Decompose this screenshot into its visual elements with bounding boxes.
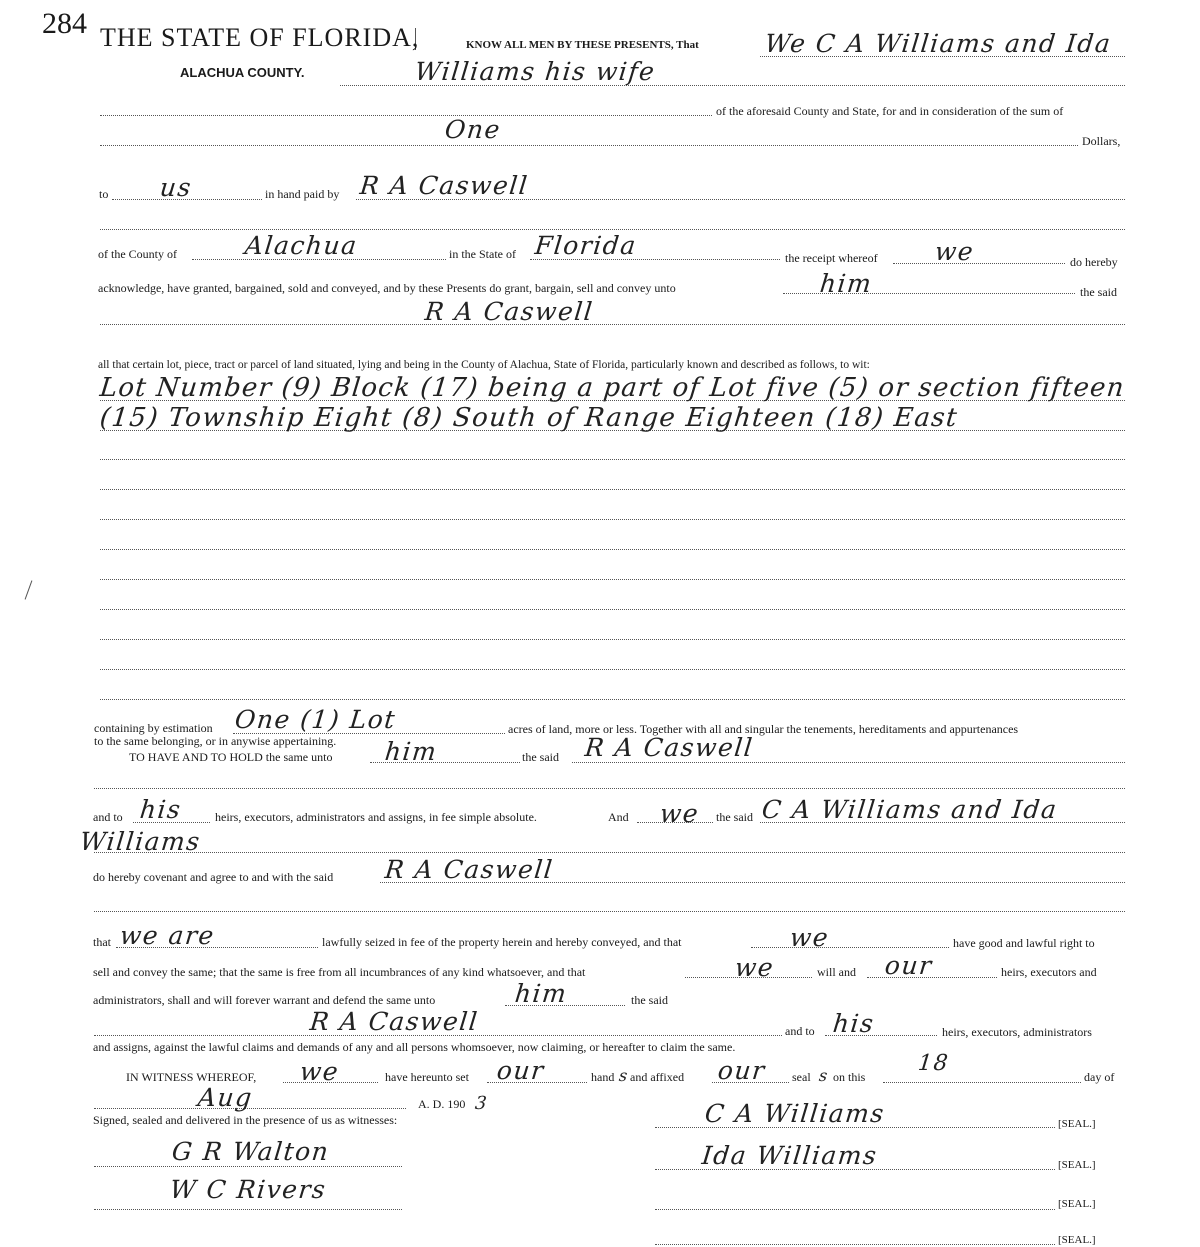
day-handwritten: 18: [916, 1051, 951, 1076]
acknowledge-text: acknowledge, have granted, bargained, sold and conveyed, and by these Presents do grant, bargain, sell and convey unto: [98, 281, 676, 295]
know-all-men: KNOW ALL MEN BY THESE PRESENTS, That: [466, 39, 699, 51]
administrators-text: administrators, shall and will forever warrant and defend the same unto: [93, 993, 436, 1007]
defend-his: his: [831, 1009, 877, 1038]
seal-text: seal: [792, 1070, 811, 1084]
page-number: 284: [42, 7, 87, 40]
day-of-text: day of: [1084, 1070, 1115, 1084]
that-text: that: [93, 935, 111, 949]
grantor-signature-2: Ida Williams: [700, 1141, 879, 1170]
seal-label-4: [SEAL.]: [1058, 1234, 1096, 1246]
acres-text: acres of land, more or less. Together with all and singular the tenements, hereditaments and appurtenances: [508, 722, 1019, 736]
dollars-text: Dollars,: [1082, 134, 1121, 148]
grantors-line-1: We C A Williams and Ida: [763, 29, 1113, 58]
state-handwritten: Florida: [533, 231, 639, 260]
grantor-signature-1: C A Williams: [703, 1099, 887, 1128]
year-digit: 3: [473, 1093, 490, 1114]
signed-text: Signed, sealed and delivered in the presence of us as witnesses:: [93, 1113, 398, 1127]
heirs-exec-and-text: heirs, executors and: [1001, 965, 1097, 979]
that-we-2: we: [788, 923, 831, 952]
will-and-text: will and: [817, 965, 856, 979]
paid-by-name: R A Caswell: [358, 171, 530, 200]
on-this-text: on this: [833, 1070, 866, 1084]
have-hereunto-text: have hereunto set: [385, 1070, 469, 1084]
covenant-with: R A Caswell: [383, 855, 555, 884]
to-whom: us: [158, 173, 194, 202]
grantors-line-2: Williams his wife: [413, 57, 658, 86]
set-whose: our: [495, 1056, 547, 1085]
estimation: One (1) Lot: [233, 705, 398, 734]
that-we-are: we are: [118, 921, 217, 950]
the-said-text-3: the said: [716, 810, 753, 824]
hold-grantee: R A Caswell: [583, 733, 755, 762]
grantee-name: R A Caswell: [423, 297, 595, 326]
page-fold-mark: [25, 580, 33, 599]
ad-text: A. D. 190: [418, 1097, 466, 1111]
sum-amount: One: [443, 115, 503, 144]
seal-label-3: [SEAL.]: [1058, 1198, 1096, 1210]
description-line-1: Lot Number (9) Block (17) being a part of Lot five (5) or section fifteen: [98, 373, 1127, 403]
state-title: THE STATE OF FLORIDA,: [100, 23, 420, 52]
aforesaid-text: of the aforesaid County and State, for and in consideration of the sum of: [716, 104, 1064, 118]
sell-convey-text: sell and convey the same; that the same is free from all incumbrances of any kind whatsoever, and that: [93, 965, 586, 979]
of-county-text: of the County of: [98, 247, 177, 261]
the-said-text-2: the said: [522, 750, 559, 764]
do-hereby-text: do hereby: [1070, 255, 1118, 269]
hold-unto: him: [383, 737, 439, 766]
and-assigns-text: and assigns, against the lawful claims and demands of any and all persons whomsoever, now claiming, or hereafter to claim the same.: [93, 1040, 736, 1054]
affixed-whose: our: [716, 1056, 768, 1085]
witness-who: we: [298, 1057, 341, 1086]
and-to-text-2: and to: [785, 1024, 815, 1038]
to-text: to: [99, 187, 109, 201]
witness-signature-2: W C Rivers: [168, 1175, 328, 1204]
the-said-text-4: the said: [631, 993, 668, 1007]
to-same-text: to the same belonging, or in anywise appertaining.: [94, 734, 337, 748]
and-to-his: his: [138, 795, 184, 824]
containing-text: containing by estimation: [94, 721, 213, 735]
seal-label-2: [SEAL.]: [1058, 1159, 1096, 1171]
said-names-1: C A Williams and Ida: [760, 795, 1060, 824]
month-handwritten: Aug: [196, 1083, 255, 1112]
receipt-text: the receipt whereof: [785, 251, 878, 265]
defend-unto: him: [513, 979, 569, 1008]
the-said-text: the said: [1080, 285, 1117, 299]
receipt-who: we: [933, 237, 976, 266]
in-state-text: in the State of: [449, 247, 516, 261]
defend-grantee: R A Caswell: [308, 1007, 480, 1036]
hand-plural: s: [618, 1066, 630, 1085]
witness-signature-1: G R Walton: [170, 1137, 331, 1166]
heirs-exec-admin-text: heirs, executors, administrators: [942, 1025, 1092, 1039]
have-good-text: have good and lawful right to: [953, 936, 1095, 950]
that-we-3: we: [733, 953, 776, 982]
our-heirs: our: [883, 951, 935, 980]
convey-unto: him: [818, 269, 874, 298]
and-text: And: [608, 810, 629, 824]
to-have-text: TO HAVE AND TO HOLD the same unto: [129, 750, 333, 764]
in-hand-paid-text: in hand paid by: [265, 187, 340, 201]
said-names-2: Williams: [78, 827, 203, 856]
in-witness-text: IN WITNESS WHEREOF,: [126, 1070, 257, 1084]
heirs-fee-text: heirs, executors, administrators and assigns, in fee simple absolute.: [215, 810, 537, 824]
hand-text: hand: [591, 1070, 615, 1084]
seal-label-1: [SEAL.]: [1058, 1118, 1096, 1130]
and-who: we: [658, 799, 701, 828]
all-that-text: all that certain lot, piece, tract or parcel of land situated, lying and being in the County of Alachua, State of Florida, particularly known and described as follows, to wit:: [98, 359, 870, 371]
description-line-2: (15) Township Eight (8) South of Range Eighteen (18) East: [98, 403, 960, 433]
and-affixed-text: and affixed: [630, 1070, 685, 1084]
covenant-text: do hereby covenant and agree to and with the said: [93, 870, 334, 884]
and-to-text: and to: [93, 810, 123, 824]
county-handwritten: Alachua: [243, 231, 360, 260]
county-name: ALACHUA COUNTY.: [180, 65, 305, 80]
lawfully-text: lawfully seized in fee of the property herein and hereby conveyed, and that: [322, 935, 682, 949]
seal-plural: s: [818, 1066, 830, 1085]
